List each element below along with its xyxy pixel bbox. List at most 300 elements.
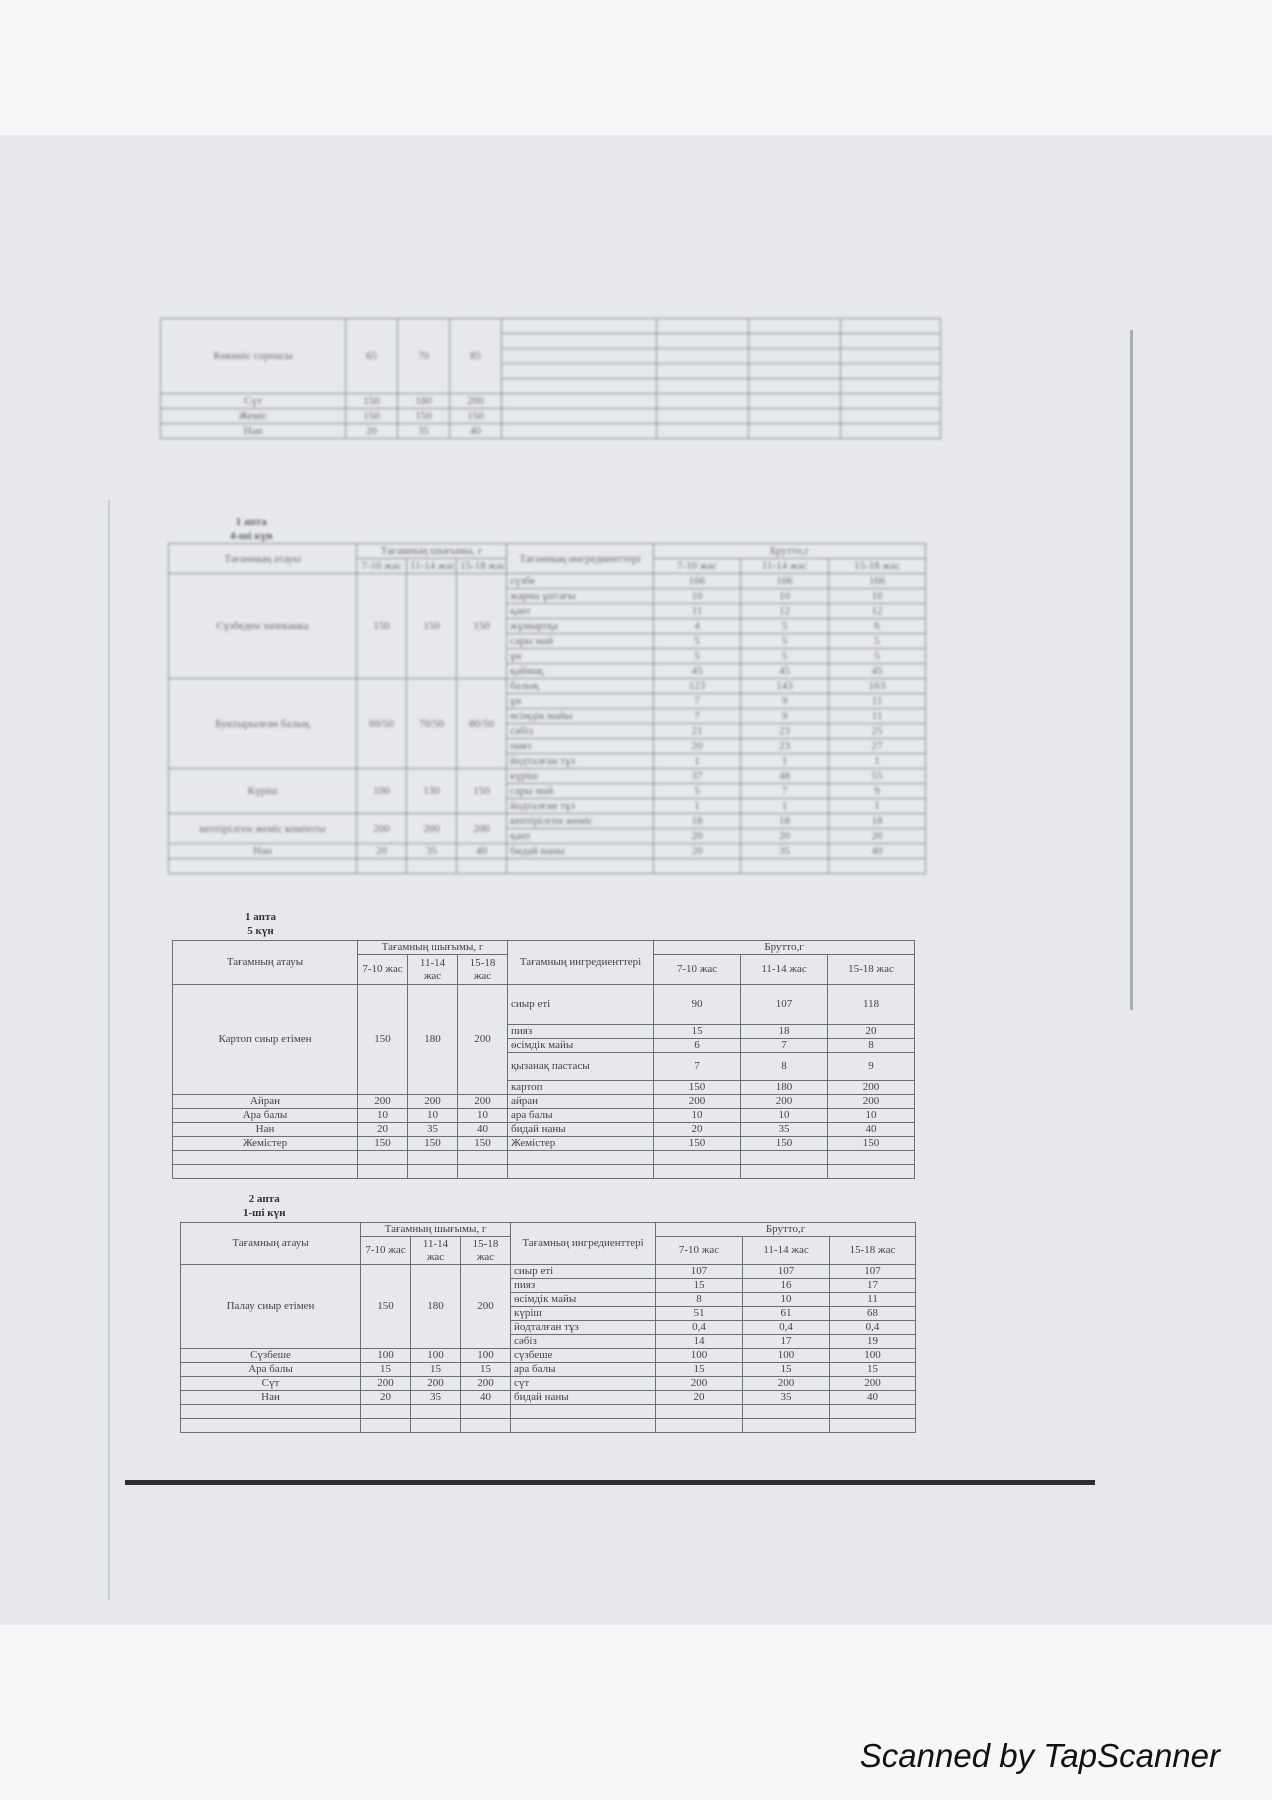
table-cell <box>173 1151 358 1165</box>
table-row <box>181 1377 916 1391</box>
ingredient-name: бидай наны <box>507 844 654 859</box>
table-cell: 7 <box>654 709 741 724</box>
table-cell <box>749 409 841 424</box>
table-cell: 10 <box>743 1293 830 1307</box>
table-row <box>169 814 926 829</box>
table-cell <box>841 334 941 349</box>
table-cell <box>841 409 941 424</box>
table-cell: Сүт <box>161 394 346 409</box>
menu-table-day4 <box>168 543 926 874</box>
menu-table-day5 <box>172 940 915 1179</box>
table-cell: 200 <box>458 985 508 1095</box>
table-cell <box>654 1151 741 1165</box>
table-cell: 7 <box>741 784 829 799</box>
table-cell <box>657 379 749 394</box>
dish-name: Күріш <box>169 769 357 814</box>
table-cell: 6 <box>654 1039 741 1053</box>
table-cell: 15 <box>743 1363 830 1377</box>
table-cell: 7 <box>654 1053 741 1081</box>
table-cell <box>502 364 657 379</box>
table-cell: 200 <box>461 1377 511 1391</box>
table-cell: 20 <box>741 829 829 844</box>
table-row <box>173 1109 915 1123</box>
table-cell: 19 <box>830 1335 916 1349</box>
col-ingredients: Тағамның ингредиенттері <box>511 1223 656 1265</box>
table-cell <box>829 859 926 874</box>
table-cell: 10 <box>741 1109 828 1123</box>
table-cell: 20 <box>346 424 398 439</box>
table-cell <box>461 1405 511 1419</box>
table-row <box>169 844 926 859</box>
table-row <box>181 1363 916 1377</box>
table-cell <box>654 859 741 874</box>
table-cell: 1 <box>829 799 926 814</box>
table-cell: 35 <box>741 844 829 859</box>
table-cell: 1 <box>741 799 829 814</box>
ingredient-name: сиыр еті <box>508 985 654 1025</box>
ingredient-name: балық <box>507 679 654 694</box>
table-cell: 1 <box>829 754 926 769</box>
table-cell <box>657 319 749 334</box>
table-cell: 35 <box>411 1391 461 1405</box>
table-cell: 40 <box>458 1123 508 1137</box>
table-cell: 166 <box>654 574 741 589</box>
table-cell: 68 <box>830 1307 916 1321</box>
table-cell: 150 <box>357 574 407 679</box>
ingredient-name: йодталған тұз <box>507 754 654 769</box>
table-cell: 10 <box>358 1109 408 1123</box>
table-cell <box>457 859 507 874</box>
col-age: 11-14 жас <box>743 1237 830 1265</box>
table-cell <box>741 1165 828 1179</box>
ingredient-name: сары май <box>507 784 654 799</box>
col-ingredients: Тағамның ингредиенттері <box>507 544 654 574</box>
col-age: 7-10 жас <box>361 1237 411 1265</box>
table-cell: 7 <box>741 1039 828 1053</box>
table-cell <box>502 424 657 439</box>
ingredient-name: сүзбе <box>507 574 654 589</box>
ingredient-name: бидай наны <box>511 1391 656 1405</box>
col-age: 15-18 жас <box>458 955 508 985</box>
table-cell <box>657 424 749 439</box>
table-cell <box>358 1151 408 1165</box>
table-cell: 180 <box>408 985 458 1095</box>
ingredient-name: өсімдік майы <box>507 709 654 724</box>
table-cell <box>411 1419 461 1433</box>
table-cell: 200 <box>408 1095 458 1109</box>
scanner-watermark: Scanned by TapScanner <box>859 1737 1220 1774</box>
table-cell: 70/50 <box>407 679 457 769</box>
table-cell <box>361 1405 411 1419</box>
table-cell: 150 <box>408 1137 458 1151</box>
table-cell: 15 <box>656 1363 743 1377</box>
table-cell <box>502 319 657 334</box>
table-row <box>181 1265 916 1279</box>
ingredient-name: ұн <box>507 649 654 664</box>
table-cell: 5 <box>654 649 741 664</box>
table-cell: 45 <box>741 664 829 679</box>
table-cell: 200 <box>457 814 507 844</box>
table-row <box>181 1391 916 1405</box>
table-cell <box>358 1165 408 1179</box>
table-cell: 100 <box>361 1349 411 1363</box>
table-cell: 20 <box>654 829 741 844</box>
ingredient-name: ара балы <box>511 1363 656 1377</box>
table-cell: 40 <box>830 1391 916 1405</box>
table-cell: 107 <box>741 985 828 1025</box>
table-cell: 0,4 <box>656 1321 743 1335</box>
col-age: 11-14 жас <box>741 955 828 985</box>
table-cell: 18 <box>654 814 741 829</box>
table-cell: 200 <box>743 1377 830 1391</box>
table-cell: 200 <box>654 1095 741 1109</box>
table-cell: 100 <box>743 1349 830 1363</box>
table-cell <box>511 1405 656 1419</box>
table-row <box>181 1349 916 1363</box>
table-cell: 20 <box>654 739 741 754</box>
table-row <box>161 409 941 424</box>
table-cell <box>361 1419 411 1433</box>
table-cell <box>507 859 654 874</box>
table-cell: Айран <box>173 1095 358 1109</box>
table-cell: 20 <box>357 844 407 859</box>
table-cell: 6 <box>829 619 926 634</box>
table-cell: 40 <box>457 844 507 859</box>
col-ingredients: Тағамның ингредиенттері <box>508 941 654 985</box>
table-cell: 10 <box>654 1109 741 1123</box>
col-age: 15-18 жас <box>828 955 915 985</box>
dish-name: Буктырылған балық <box>169 679 357 769</box>
table-cell: 15 <box>656 1279 743 1293</box>
table-cell <box>828 1165 915 1179</box>
table-cell: 40 <box>828 1123 915 1137</box>
table-cell: 8 <box>656 1293 743 1307</box>
week-label-day5: 1 апта 5 күн <box>245 911 276 937</box>
col-yield: Тағамның шығымы, г <box>357 544 507 559</box>
table-cell: 1 <box>654 754 741 769</box>
col-age: 11-14 жас <box>408 955 458 985</box>
table-cell <box>502 394 657 409</box>
table-cell: 70 <box>398 319 450 394</box>
table-cell <box>830 1419 916 1433</box>
table-cell: Ара балы <box>173 1109 358 1123</box>
table-cell: 25 <box>829 724 926 739</box>
table-cell: 200 <box>361 1377 411 1391</box>
table-cell: 23 <box>741 724 829 739</box>
table-cell: 15 <box>361 1363 411 1377</box>
table-cell: 18 <box>829 814 926 829</box>
table-cell: 200 <box>411 1377 461 1391</box>
table-cell: 166 <box>741 574 829 589</box>
table-cell <box>743 1419 830 1433</box>
table-cell: 150 <box>457 769 507 814</box>
table-cell <box>841 364 941 379</box>
table-cell: 150 <box>654 1137 741 1151</box>
table-cell: 17 <box>830 1279 916 1293</box>
table-cell: 100 <box>461 1349 511 1363</box>
scan-edge-line <box>108 500 110 1600</box>
table-cell: 23 <box>741 739 829 754</box>
table-cell <box>841 319 941 334</box>
ingredient-name: ұн <box>507 694 654 709</box>
table-cell <box>181 1419 361 1433</box>
dish-name: Көкөніс сорпасы <box>161 319 346 394</box>
table-cell: 150 <box>346 409 398 424</box>
ingredient-name: күріш <box>507 769 654 784</box>
ingredient-name: өсімдік майы <box>508 1039 654 1053</box>
table-cell: 100 <box>357 769 407 814</box>
scan-bottom-line <box>125 1480 1095 1485</box>
table-cell: 16 <box>743 1279 830 1293</box>
table-cell: 180 <box>741 1081 828 1095</box>
table-cell: 150 <box>828 1137 915 1151</box>
table-cell: 200 <box>741 1095 828 1109</box>
table-cell: 5 <box>654 634 741 649</box>
table-cell: 18 <box>741 1025 828 1039</box>
table-row <box>169 769 926 784</box>
table-cell <box>741 859 829 874</box>
table-cell: 51 <box>656 1307 743 1321</box>
table-cell: 15 <box>830 1363 916 1377</box>
table-cell: 12 <box>829 604 926 619</box>
ingredient-name: ара балы <box>508 1109 654 1123</box>
table-cell <box>749 319 841 334</box>
col-dish-name: Тағамның атауы <box>173 941 358 985</box>
table-cell <box>169 859 357 874</box>
table-cell: 40 <box>829 844 926 859</box>
table-cell: 8 <box>828 1039 915 1053</box>
table-cell: 11 <box>654 604 741 619</box>
ingredient-name: қызанақ пастасы <box>508 1053 654 1081</box>
table-cell <box>508 1165 654 1179</box>
table-row <box>181 1419 916 1433</box>
table-cell: 107 <box>830 1265 916 1279</box>
table-cell: 150 <box>398 409 450 424</box>
table-cell <box>657 364 749 379</box>
week-label-w2d1: 2 апта 1-ші күн <box>243 1193 286 1219</box>
table-cell: 7 <box>654 694 741 709</box>
ingredient-name: қант <box>507 829 654 844</box>
table-cell: 9 <box>741 694 829 709</box>
ingredient-name: сиыр еті <box>511 1265 656 1279</box>
table-cell <box>357 859 407 874</box>
table-cell: Нан <box>161 424 346 439</box>
col-age: 7-10 жас <box>357 559 407 574</box>
table-cell <box>461 1419 511 1433</box>
table-cell <box>173 1165 358 1179</box>
table-cell <box>411 1405 461 1419</box>
table-cell: 118 <box>828 985 915 1025</box>
table-row <box>161 319 941 334</box>
table-cell: 9 <box>741 709 829 724</box>
table-cell: 35 <box>407 844 457 859</box>
table-cell: 200 <box>828 1095 915 1109</box>
table-cell: 15 <box>654 1025 741 1039</box>
ingredient-name: жарма ұнтағы <box>507 589 654 604</box>
ingredient-name: йодталған тұз <box>511 1321 656 1335</box>
table-cell: 9 <box>829 784 926 799</box>
table-row <box>169 679 926 694</box>
table-cell <box>749 424 841 439</box>
ingredient-name: жұмыртқа <box>507 619 654 634</box>
col-age: 7-10 жас <box>358 955 408 985</box>
table-cell: 0,4 <box>830 1321 916 1335</box>
dish-name: Нан <box>169 844 357 859</box>
ingredient-name: пияз <box>508 1025 654 1039</box>
scan-edge-line-right <box>1130 330 1133 1010</box>
ingredient-name: сәбіз <box>511 1335 656 1349</box>
table-cell: 40 <box>450 424 502 439</box>
table-cell: 163 <box>829 679 926 694</box>
table-cell: Жеміс <box>161 409 346 424</box>
table-cell: 123 <box>654 679 741 694</box>
table-cell <box>656 1405 743 1419</box>
table-cell: 1 <box>654 799 741 814</box>
table-cell: 8 <box>741 1053 828 1081</box>
table-cell <box>654 1165 741 1179</box>
table-cell: 150 <box>358 1137 408 1151</box>
table-cell: 5 <box>654 784 741 799</box>
table-cell: 11 <box>829 694 926 709</box>
table-cell: 200 <box>458 1095 508 1109</box>
table-row <box>173 1095 915 1109</box>
table-cell: 20 <box>358 1123 408 1137</box>
table-cell: 20 <box>828 1025 915 1039</box>
table-cell: 15 <box>411 1363 461 1377</box>
table-cell: 5 <box>741 634 829 649</box>
col-age: 7-10 жас <box>654 955 741 985</box>
col-age: 11-14 жас <box>411 1237 461 1265</box>
table-cell: 61 <box>743 1307 830 1321</box>
table-cell: 143 <box>741 679 829 694</box>
table-cell: 150 <box>450 409 502 424</box>
col-dish-name: Тағамның атауы <box>181 1223 361 1265</box>
col-age: 11-14 жас <box>407 559 457 574</box>
col-brutto: Брутто,г <box>654 544 926 559</box>
dish-name: Сүзбеден запеканка <box>169 574 357 679</box>
table-cell: 5 <box>829 649 926 664</box>
table-row <box>169 859 926 874</box>
table-cell <box>502 409 657 424</box>
table-cell <box>749 379 841 394</box>
table-cell <box>749 349 841 364</box>
table-cell: 0,4 <box>743 1321 830 1335</box>
col-brutto: Брутто,г <box>654 941 915 955</box>
table-cell: 180 <box>398 394 450 409</box>
col-age: 15-18 жас <box>829 559 926 574</box>
table-cell: Жемістер <box>173 1137 358 1151</box>
table-cell: 20 <box>654 1123 741 1137</box>
col-age: 15-18 жас <box>457 559 507 574</box>
col-age: 11-14 жас <box>741 559 829 574</box>
table-cell: 100 <box>411 1349 461 1363</box>
table-cell <box>657 334 749 349</box>
table-cell <box>830 1405 916 1419</box>
table-cell: 37 <box>654 769 741 784</box>
ingredient-name: күріш <box>511 1307 656 1321</box>
table-cell <box>656 1419 743 1433</box>
ingredient-name: қаймақ <box>507 664 654 679</box>
table-cell: 45 <box>829 664 926 679</box>
ingredient-name: пияз <box>511 1279 656 1293</box>
table-cell: 14 <box>656 1335 743 1349</box>
table-row <box>161 394 941 409</box>
ingredient-name: сары май <box>507 634 654 649</box>
table-cell <box>458 1165 508 1179</box>
table-cell <box>743 1405 830 1419</box>
table-cell: 150 <box>741 1137 828 1151</box>
table-cell: 35 <box>398 424 450 439</box>
table-cell: 130 <box>407 769 457 814</box>
table-cell <box>841 349 941 364</box>
table-row <box>161 424 941 439</box>
table-cell: Сүзбеше <box>181 1349 361 1363</box>
table-cell <box>657 409 749 424</box>
table-cell: 200 <box>828 1081 915 1095</box>
table-cell: 5 <box>829 634 926 649</box>
table-cell <box>657 349 749 364</box>
table-cell: 12 <box>741 604 829 619</box>
table-cell: 45 <box>654 664 741 679</box>
table-cell: 20 <box>829 829 926 844</box>
ingredient-name: картоп <box>508 1081 654 1095</box>
col-age: 15-18 жас <box>830 1237 916 1265</box>
table-cell: 65 <box>346 319 398 394</box>
table-cell: 150 <box>407 574 457 679</box>
table-cell <box>407 859 457 874</box>
table-cell: 35 <box>741 1123 828 1137</box>
table-cell <box>408 1165 458 1179</box>
col-age: 7-10 жас <box>656 1237 743 1265</box>
table-cell: 21 <box>654 724 741 739</box>
table-cell <box>841 424 941 439</box>
table-cell: 150 <box>654 1081 741 1095</box>
col-age: 15-18 жас <box>461 1237 511 1265</box>
table-cell: 200 <box>450 394 502 409</box>
table-cell: 200 <box>656 1377 743 1391</box>
table-cell <box>841 394 941 409</box>
table-cell <box>502 379 657 394</box>
table-row <box>173 1137 915 1151</box>
table-cell: 27 <box>829 739 926 754</box>
table-row <box>169 574 926 589</box>
ingredient-name: сүзбеше <box>511 1349 656 1363</box>
table-cell: 200 <box>830 1377 916 1391</box>
table-cell: 17 <box>743 1335 830 1349</box>
table-cell <box>181 1405 361 1419</box>
table-cell <box>749 334 841 349</box>
ingredient-name: сүт <box>511 1377 656 1391</box>
table-cell <box>502 334 657 349</box>
table-cell: 11 <box>830 1293 916 1307</box>
table-cell: 15 <box>461 1363 511 1377</box>
table-cell: 150 <box>458 1137 508 1151</box>
table-cell: 35 <box>743 1391 830 1405</box>
table-cell: 40 <box>461 1391 511 1405</box>
table-cell <box>458 1151 508 1165</box>
table-cell <box>828 1151 915 1165</box>
table-cell: 10 <box>458 1109 508 1123</box>
table-cell: 48 <box>741 769 829 784</box>
table-cell: Нан <box>181 1391 361 1405</box>
table-cell: 11 <box>829 709 926 724</box>
table-cell <box>508 1151 654 1165</box>
table-cell: Сүт <box>181 1377 361 1391</box>
ingredient-name: айран <box>508 1095 654 1109</box>
col-dish-name: Тағамның атауы <box>169 544 357 574</box>
col-yield: Тағамның шығымы, г <box>361 1223 511 1237</box>
table-cell: 200 <box>461 1265 511 1349</box>
